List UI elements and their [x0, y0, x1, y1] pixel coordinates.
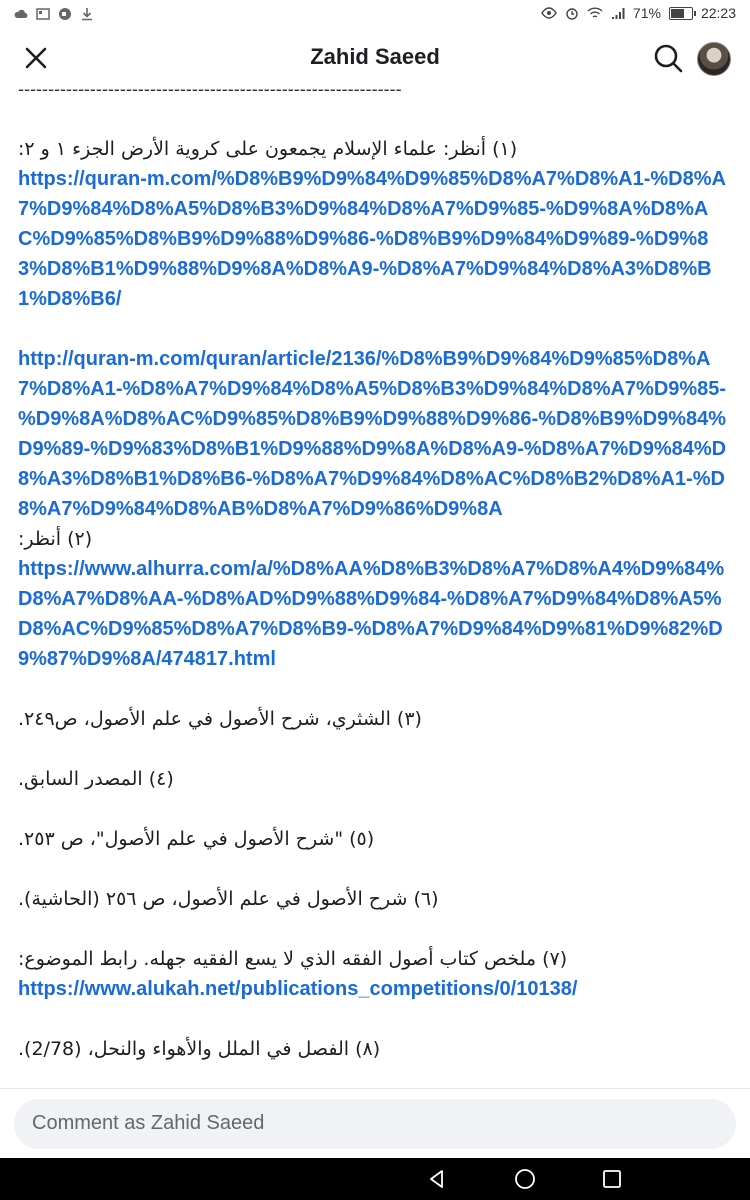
system-nav-bar	[0, 1158, 750, 1200]
avatar[interactable]	[697, 42, 731, 76]
comment-input[interactable]	[14, 1099, 736, 1149]
footnote-2: (٢) أنظر:	[18, 528, 93, 550]
footnote-2-link[interactable]: https://www.alhurra.com/a/%D8%AA%D8%B3%D8%A7%D8%A4%D9%84%D8%A7%D8%AA-%D8%AD%D9%88%D9%84-%D8%A7%D9%84%D8%A5%D8%AC%D9%85%D8%A7%D8%B9-%D8%A7%D9%84%D9%81%D9%82%D9%87%D9%8A/474817.html	[18, 558, 725, 670]
footnote-4: (٤) المصدر السابق.	[18, 768, 174, 790]
footnote-7: (٧) ملخص كتاب أصول الفقه الذي لا يسع الفقيه جهله. رابط الموضوع:	[18, 948, 568, 970]
footnote-7-link[interactable]: https://www.alukah.net/publications_competitions/0/10138/	[18, 978, 578, 1000]
footnote-8: (٨) الفصل في الملل والأهواء والنحل، (2/78).	[18, 1038, 381, 1060]
battery-percent: 71%	[632, 5, 661, 21]
cloud-icon	[14, 7, 28, 21]
home-icon[interactable]	[513, 1167, 537, 1191]
search-icon[interactable]	[650, 40, 686, 76]
footnote-1: (١) أنظر: علماء الإسلام يجمعون على كروية الأرض الجزء ١ و ٢:	[18, 138, 518, 160]
download-icon	[80, 7, 94, 21]
notification-icons	[14, 7, 94, 21]
footnote-1-link-a[interactable]: https://quran-m.com/%D8%B9%D9%84%D9%85%D8%A7%D8%A1-%D8%A7%D9%84%D8%A5%D8%B3%D9%84%D8%A7%D9%85-%D9%8A%D8%AC%D9%85%D8%B9%D9%88%D9%86-%D8%B9%D9%84%D9%89-%D9%83%D8%B1%D9%88%D9%8A%D8%A9-%D8%A7%D9%84%D8%A3%D8%B1%D8%B6/	[18, 168, 726, 310]
wifi-icon	[587, 6, 603, 20]
clock: 22:23	[700, 5, 736, 21]
battery-icon	[669, 7, 693, 20]
signal-icon	[611, 6, 625, 20]
footnote-3: (٣) الشثري، شرح الأصول في علم الأصول، ص٢٤٩.	[18, 708, 422, 730]
eye-icon	[541, 6, 557, 20]
gallery-icon	[36, 7, 50, 21]
chat-icon	[58, 7, 72, 21]
comment-placeholder: Comment as Zahid Saeed	[32, 1112, 265, 1134]
comment-bar	[0, 1088, 750, 1159]
system-icons	[541, 5, 736, 21]
page-title: Zahid Saeed	[310, 44, 440, 69]
separator-dashes: ----------------------------------------------------------------	[18, 79, 402, 99]
recent-apps-icon[interactable]	[600, 1167, 624, 1191]
footnote-6: (٦) شرح الأصول في علم الأصول، ص ٢٥٦ (الحاشية).	[18, 888, 439, 910]
alarm-icon	[565, 6, 579, 20]
post-content	[18, 78, 732, 1088]
back-icon[interactable]	[425, 1167, 449, 1191]
status-bar	[0, 0, 750, 32]
footnote-5: (٥) "شرح الأصول في علم الأصول"، ص ٢٥٣.	[18, 828, 375, 850]
footnote-1-link-b[interactable]: http://quran-m.com/quran/article/2136/%D8%B9%D9%84%D9%85%D8%A7%D8%A1-%D8%A7%D9%84%D8%A5%D8%B3%D9%84%D8%A7%D9%85-%D9%8A%D8%AC%D9%85%D8%B9%D9%88%D9%86-%D8%B9%D9%84%D9%89-%D9%83%D8%B1%D9%88%D9%8A%D8%A9-%D8%A7%D9%84%D8%A3%D8%B1%D8%B6-%D8%A7%D9%84%D8%AC%D8%B2%D8%A1-%D8%A7%D9%84%D8%AB%D8%A7%D9%86%D9%8A	[18, 348, 727, 520]
